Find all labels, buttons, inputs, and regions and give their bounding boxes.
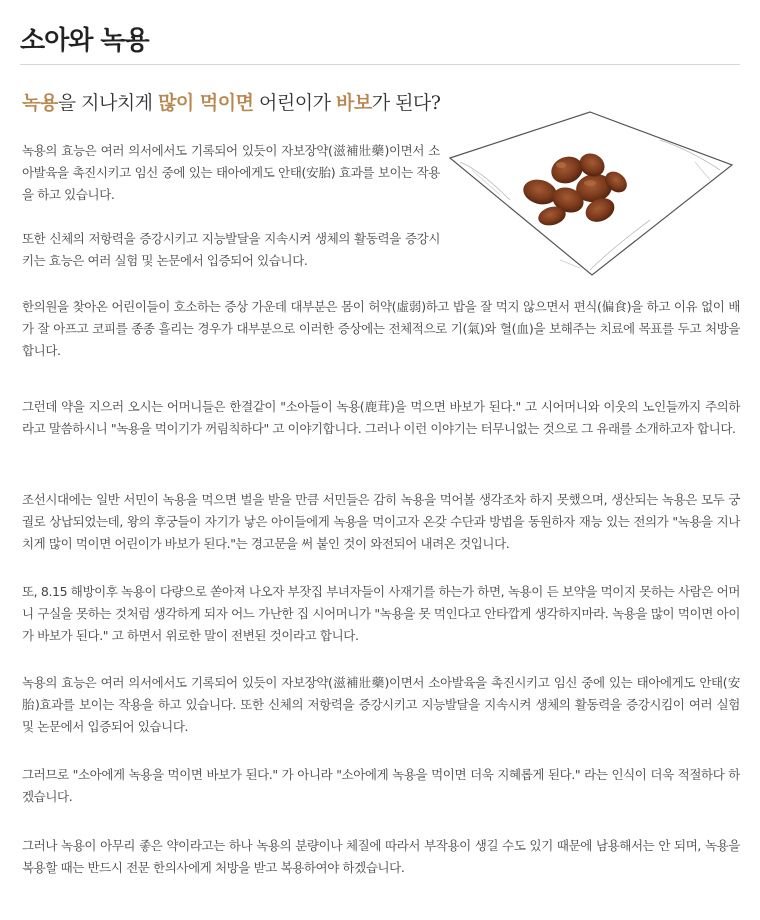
subtitle-text: 을 지나치게 [57, 92, 159, 114]
title-divider [20, 64, 740, 65]
subtitle-highlight-fool: 바보 [335, 92, 372, 114]
subtitle-text: 가 된다? [371, 92, 441, 114]
paragraph-caution: 그러나 녹용이 아무리 좋은 약이라고는 하나 녹용의 분량이나 체질에 따라서 부작용이 생길 수도 있기 때문에 남용해서는 안 되며, 녹용을 복용할 때는 반드시 전문 한의사에게 처방을 받고 복용하여야 하겠습니다. [22, 838, 740, 875]
paragraph-efficacy-summary: 녹용의 효능은 여러 의서에서도 기록되어 있듯이 자보장약(滋補壯藥)이면서 소아발육을 촉진시키고 임신 중에 있는 태아에게도 안태(安胎)효과를 보이는 작용을 하고 있습니다. 또한 신체의 저항력을 증강시키고 지능발달을 지속시켜 생체의 활동력을 증강시킴이 여러 실험 및 논문에서 입증되어 있습니다. [22, 675, 740, 734]
paragraph-efficacy: 녹용의 효능은 여러 의서에서도 기록되어 있듯이 자보장약(滋補壯藥)이면서 소아발육을 촉진시키고 임신 중에 있는 태아에게도 안태(安胎) 효과를 보이는 작용을 하고 있습니다. [22, 143, 440, 202]
subtitle-highlight-overfeed: 많이 먹이면 [158, 92, 254, 114]
subtitle [22, 88, 440, 115]
paragraph-immunity: 또한 신체의 저항력을 증강시키고 지능발달을 지속시켜 생체의 활동력을 증강시키는 효능은 여러 실험 및 논문에서 입증되어 있습니다. [22, 231, 440, 268]
deer-antler-slices-illustration [440, 110, 740, 280]
paragraph-joseon-origin: 조선시대에는 일반 서민이 녹용을 먹으면 벌을 받을 만큼 서민들은 감히 녹용을 먹어볼 생각조차 하지 못했으며, 생산되는 녹용은 모두 궁궐로 상납되었는데, 왕의 후궁들이 자기가 낳은 아이들에게 녹용을 먹이고자 온갖 수단과 방법을 동원하자 재능 있는 전의가 "녹용을 지나치게 많이 먹이면 어린이가 바보가 된다."는 경고문을 써 붙인 것이 와전되어 내려온 것입니다. [22, 492, 740, 551]
paragraph-liberation-origin: 또, 8.15 해방이후 녹용이 다량으로 쏟아져 나오자 부잣집 부녀자들이 사재기를 하는가 하면, 녹용이 든 보약을 먹이지 못하는 사람은 어머니 구실을 못하는 것처럼 생각하게 되자 어느 가난한 집 시어머니가 "녹용을 못 먹인다고 안타깝게 생각하지마라. 녹용을 많이 먹이면 아이가 바보가 된다." 고 하면서 위로한 말이 전변된 것이라고 합니다. [22, 584, 740, 643]
page-title: 소아와 녹용 [20, 26, 149, 56]
subtitle-highlight-antler: 녹용 [22, 92, 58, 114]
paragraph-clinic-symptoms: 한의원을 찾아온 어린이들이 호소하는 증상 가운데 대부분은 몸이 허약(虛弱)하고 밥을 잘 먹지 않으면서 편식(偏食)을 하고 이유 없이 배가 잘 아프고 코피를 종종 흘리는 경우가 대부분으로 이러한 증상에는 전체적으로 기(氣)와 혈(血)을 보해주는 치료에 목표를 두고 처방을 합니다. [22, 299, 740, 358]
paragraph-conclusion: 그러므로 "소아에게 녹용을 먹이면 바보가 된다." 가 아니라 "소아에게 녹용을 먹이면 더욱 지혜롭게 된다." 라는 인식이 더욱 적절하다 하겠습니다. [22, 767, 740, 804]
subtitle-text: 어린이가 [253, 92, 336, 114]
paragraph-mothers-concern: 그런데 약을 지으러 오시는 어머니들은 한결같이 "소아들이 녹용(鹿茸)을 먹으면 바보가 된다." 고 시어머니와 이웃의 노인들까지 주의하라고 말씀하시니 "녹용을 먹이기가 꺼림칙하다" 고 이야기합니다. 그러나 이런 이야기는 터무니없는 것으로 그 유래를 소개하고자 합니다. [22, 399, 740, 436]
